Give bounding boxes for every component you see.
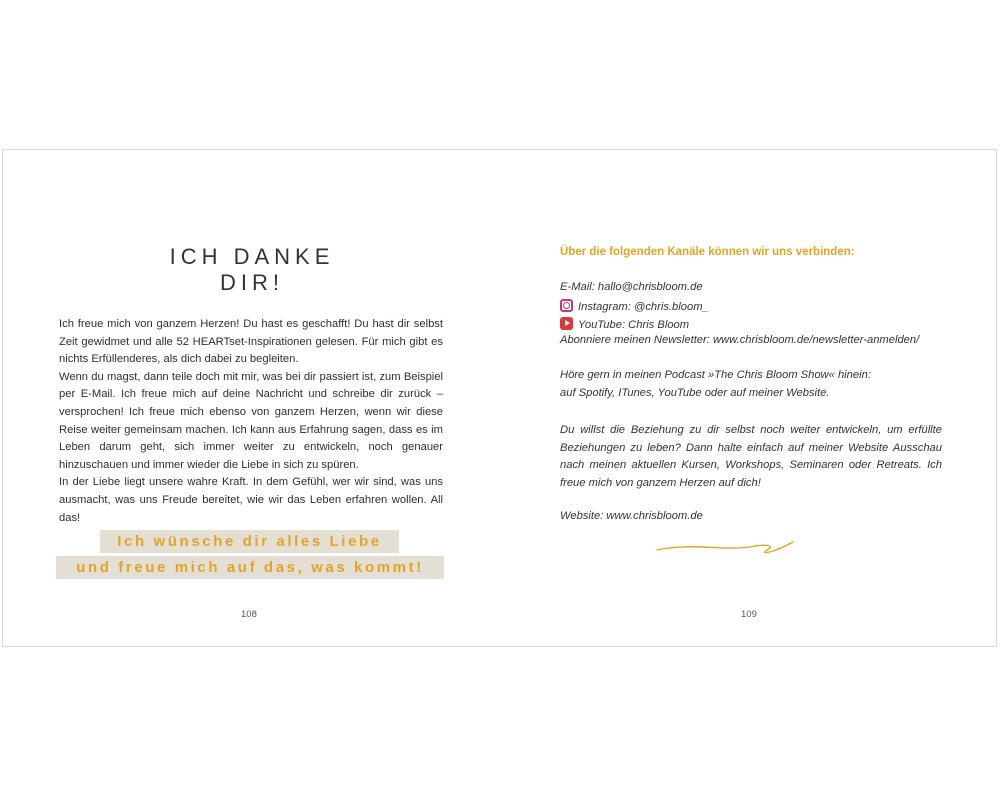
youtube-line — [560, 317, 689, 331]
courses-paragraph — [560, 422, 942, 492]
page-number-right: 109 — [741, 609, 757, 620]
page-title: ICH DANKE DIR! — [169, 244, 335, 295]
podcast-line-2: auf Spotify, ITunes, YouTube oder auf meiner Website. — [560, 387, 830, 399]
email-text: E-Mail: hallo@chrisbloom.de — [560, 281, 703, 293]
instagram-text: Instagram: @chris.bloom_ — [578, 301, 709, 313]
instagram-icon — [560, 299, 573, 312]
paragraph: Du willst die Beziehung zu dir selbst noch weiter entwickeln, um erfüllte Beziehungen zu leben? Dann halte einfach auf meiner Website Ausschau nach meinen aktuellen Kursen, Workshops, Seminaren oder Retreats. Ich freue mich von ganzem Herzen auf dich! — [560, 424, 942, 489]
instagram-line — [560, 299, 709, 313]
channels-heading: Über die folgenden Kanäle können wir uns verbinden: — [560, 246, 855, 258]
email-line — [560, 281, 703, 293]
paragraph: Wenn du magst, dann teile doch mit mir, was bei dir passiert ist, zum Beispiel per E-Mail. Ich freue mich auf deine Nachricht und schreibe dir zurück – versprochen! Ich freue mich ebenso von ganzem Herzen, wenn wir diese Reise weiter gemeinsam machen. Ich kann aus Erfahrung sagen, dass es im Leben darum geht, sich immer weiter zu entwickeln, noch genauer hinzuschauen und immer wieder die Liebe in sich zu spüren. — [59, 370, 443, 471]
youtube-text: YouTube: Chris Bloom — [578, 319, 690, 331]
website-line: Website: www.chrisbloom.de — [560, 510, 703, 522]
gold-swash-decoration — [655, 538, 800, 560]
newsletter-text: Abonniere meinen Newsletter: www.chrisbloom.de/newsletter-anmelden/ — [560, 334, 920, 346]
page-number-left: 108 — [241, 609, 257, 620]
highlight-line-1: Ich wünsche dir alles Liebe — [100, 530, 399, 553]
newsletter-line — [560, 334, 919, 346]
paragraph: In der Liebe liegt unsere wahre Kraft. In dem Gefühl, wer wir sind, was uns ausmacht, was uns Freude bereitet, wie wir das Leben erfahren wollen. All das! — [59, 476, 443, 524]
paragraph: Ich freue mich von ganzem Herzen! Du hast es geschafft! Du hast dir selbst Zeit gewidmet und alle 52 HEARTset-Inspirationen gelesen. Für mich gibt es nichts Erfüllenderes, als dich dabei zu begleiten. — [59, 318, 443, 366]
body-text-left — [59, 316, 443, 527]
youtube-icon — [560, 317, 573, 330]
podcast-line-1: Höre gern in meinen Podcast »The Chris Bloom Show« hinein: — [560, 369, 871, 381]
highlight-line-2: und freue mich auf das, was kommt! — [56, 556, 444, 579]
